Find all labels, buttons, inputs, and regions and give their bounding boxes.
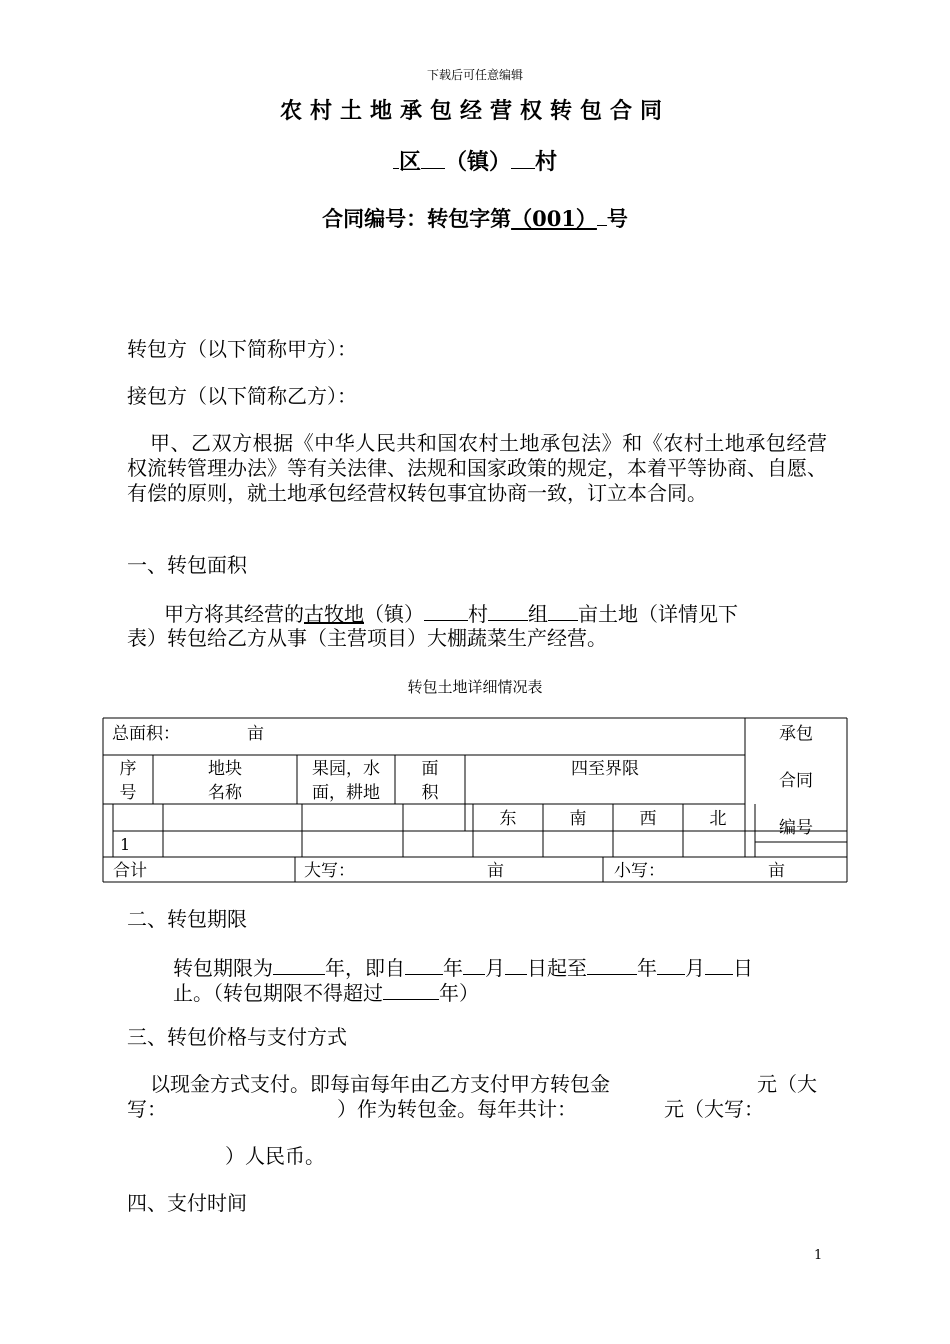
col-seq-header bbox=[103, 757, 153, 805]
start-day-blank bbox=[505, 954, 527, 975]
term-text-6: 年 bbox=[637, 956, 657, 980]
total-area-label: 总面积： bbox=[112, 724, 180, 744]
col-seq-line2: 号 bbox=[119, 783, 137, 803]
town-label: （镇） bbox=[444, 149, 511, 175]
section1-text-c: 村 bbox=[468, 602, 488, 626]
term-limit-text-b: 年） bbox=[439, 981, 479, 1005]
section1-place: 古牧地 bbox=[304, 602, 364, 626]
section1-text-a: 甲方将其经营的 bbox=[164, 602, 304, 626]
col-plot-header bbox=[153, 757, 297, 805]
section1-text-b: （镇） bbox=[364, 602, 424, 626]
start-month-blank bbox=[463, 954, 485, 975]
term-text-2: 年，即自 bbox=[325, 956, 405, 980]
page-number: 1 bbox=[814, 1248, 823, 1263]
term-text-7: 月 bbox=[685, 956, 705, 980]
table-caption: 转包土地详细情况表 bbox=[407, 678, 543, 696]
section1-line2: 表）转包给乙方从事（主营项目）大棚蔬菜生产经营。 bbox=[127, 626, 607, 650]
row1-seq: 1 bbox=[120, 835, 131, 854]
end-year-blank bbox=[587, 954, 637, 975]
upper-case-unit: 亩 bbox=[487, 861, 504, 881]
section3-line2-c: 元（大写： bbox=[664, 1097, 764, 1121]
section4-heading: 四、支付时间 bbox=[127, 1191, 247, 1215]
section3-line3: ）人民币。 bbox=[225, 1144, 325, 1168]
end-day-blank bbox=[705, 954, 733, 975]
transferee-line: 接包方（以下简称乙方）： bbox=[127, 384, 357, 408]
contract-number-value: （001） bbox=[511, 206, 597, 231]
total-area-unit: 亩 bbox=[247, 724, 264, 744]
col-type-header bbox=[297, 757, 395, 805]
term-limit-text-a: 止。（转包期限不得超过 bbox=[173, 981, 383, 1005]
col-type-line2: 面，耕地 bbox=[312, 783, 380, 803]
col-seq-line1: 序 bbox=[119, 759, 137, 779]
section3-line2-b: ）作为转包金。每年共计： bbox=[337, 1097, 577, 1121]
term-text-8: 日 bbox=[733, 956, 753, 980]
section3-line1-a: 以现金方式支付。即每亩每年由乙方支付甲方转包金 bbox=[150, 1072, 610, 1096]
section2-line1 bbox=[173, 954, 753, 981]
contract-col-label-2: 合同 bbox=[779, 771, 813, 791]
direction-east: 东 bbox=[499, 809, 517, 829]
intro-paragraph: 甲、乙双方根据《中华人民共和国农村土地承包法》和《农村土地承包经营权流转管理办法》等有关法律、法规和国家政策的规定，本着平等协商、自愿、有偿的原则，就土地承包经营权转包事宜协商一致，订立本合同。 bbox=[127, 431, 827, 505]
term-text-1: 转包期限为 bbox=[173, 956, 273, 980]
section2-heading: 二、转包期限 bbox=[127, 907, 247, 931]
contract-number-suffix: 号 bbox=[606, 206, 628, 231]
term-limit-blank bbox=[383, 979, 439, 1000]
section1-text-d: 组 bbox=[528, 602, 548, 626]
contract-number-prefix: 合同编号：转包字第 bbox=[322, 206, 512, 231]
lower-case-label: 小写： bbox=[614, 861, 665, 881]
term-text-3: 年 bbox=[443, 956, 463, 980]
section3-heading: 三、转包价格与支付方式 bbox=[127, 1025, 347, 1049]
lower-case-unit: 亩 bbox=[768, 861, 785, 881]
direction-south: 南 bbox=[569, 809, 587, 829]
upper-case-label: 大写： bbox=[304, 861, 355, 881]
header-note: 下载后可任意编辑 bbox=[426, 68, 523, 82]
document-title: 农村土地承包经营权转包合同 bbox=[279, 98, 670, 124]
end-month-blank bbox=[657, 954, 685, 975]
col-plot-line1: 地块 bbox=[208, 759, 242, 779]
direction-west: 西 bbox=[639, 809, 657, 829]
transferor-line: 转包方（以下简称甲方）： bbox=[127, 337, 357, 361]
col-area-line2: 积 bbox=[421, 783, 439, 803]
section3-line1-b: 元（大 bbox=[757, 1072, 817, 1096]
section1-heading: 一、转包面积 bbox=[127, 553, 247, 577]
col-boundary-header: 四至界限 bbox=[571, 759, 639, 779]
term-years-blank bbox=[273, 954, 325, 975]
village-label: 村 bbox=[535, 149, 558, 175]
term-text-4: 月 bbox=[485, 956, 505, 980]
col-plot-line2: 名称 bbox=[208, 783, 242, 803]
sum-label: 合计 bbox=[113, 861, 147, 881]
col-type-line1: 果园，水 bbox=[312, 759, 380, 779]
section2-line2 bbox=[173, 979, 479, 1006]
district-label: 区 bbox=[398, 149, 421, 175]
direction-north: 北 bbox=[709, 809, 727, 829]
term-text-5: 日起至 bbox=[527, 956, 587, 980]
contract-col-label-1: 承包 bbox=[779, 724, 813, 744]
section1-text-e: 亩土地（详情见下 bbox=[578, 602, 738, 626]
col-area-line1: 面 bbox=[421, 759, 439, 779]
section3-line2-a: 写： bbox=[127, 1097, 167, 1121]
contract-col-label-3: 编号 bbox=[779, 818, 813, 838]
col-area-header bbox=[395, 757, 465, 805]
start-year-blank bbox=[405, 954, 443, 975]
